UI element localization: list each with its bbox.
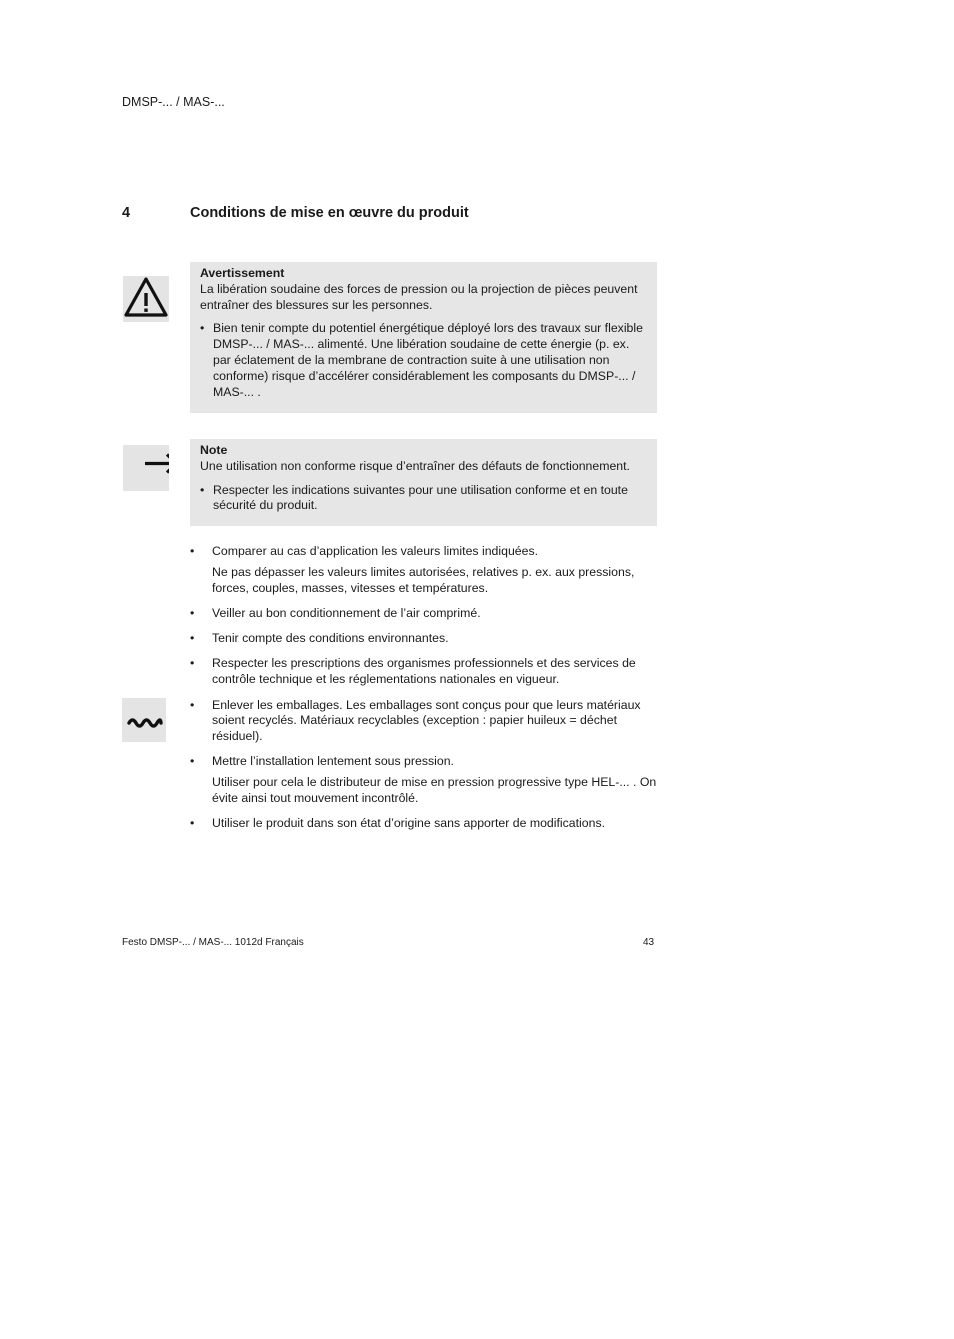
- note-bullet-item: • Respecter les indications suivantes pour une utilisation conforme et en toute sécurité du produit.: [200, 483, 649, 515]
- warning-icon-box: [123, 276, 169, 322]
- warning-triangle-icon: [123, 276, 169, 322]
- list-item: [190, 698, 660, 745]
- arrow-right-icon: [123, 445, 169, 491]
- warning-bullet-item: • Bien tenir compte du potentiel énergétique déployé lors des travaux sur flexible DMSP-... / MAS-... alimenté. Une libération soudaine de cette énergie (p. ex. par éclatement de la membrane de contraction suite à une utilisation non conforme) risque d’accélérer considérablement les composants du DMSP-... / MAS-... .: [200, 321, 649, 400]
- list-item-text: Enlever les emballages. Les emballages sont conçus pour que leurs matériaux soient recyclés. Matériaux recyclables (exception : papier huileux = déchet résiduel).: [212, 697, 641, 744]
- list-item: [190, 656, 660, 688]
- warning-bullets: [200, 321, 649, 400]
- list-item-text: Mettre l’installation lentement sous pression.: [212, 754, 454, 769]
- footer-doc-info: Festo DMSP-... / MAS-... 1012d Français: [122, 937, 304, 948]
- note-callout: [190, 439, 657, 526]
- section-number: 4: [122, 205, 131, 221]
- list-item-text: Tenir compte des conditions environnantes.: [212, 631, 449, 646]
- list-item-subtext: Utiliser pour cela le distributeur de mise en pression progressive type HEL-... . On évite ainsi tout mouvement incontrôlé.: [212, 775, 657, 806]
- warning-callout: [190, 262, 657, 413]
- list-item-text: Utiliser le produit dans son état d’origine sans apporter de modifications.: [212, 816, 606, 831]
- list-item: [190, 816, 660, 832]
- environment-wave-icon: [122, 698, 166, 742]
- note-text: Une utilisation non conforme risque d’entraîner des défauts de fonctionnement.: [200, 458, 630, 473]
- note-icon-box: [123, 445, 169, 491]
- bullet: •: [190, 605, 195, 620]
- bullet: •: [190, 754, 195, 769]
- bullet: •: [190, 631, 195, 646]
- list-item-text: Comparer au cas d’application les valeurs limites indiquées.: [212, 544, 539, 558]
- warning-text: La libération soudaine des forces de pression ou la projection de pièces peuvent entraîner des blessures sur les personnes.: [200, 281, 638, 312]
- list-item: [190, 631, 660, 647]
- list-item-subtext: Ne pas dépasser les valeurs limites autorisées, relatives p. ex. aux pressions, forces, couples, masses, vitesses et températures.: [212, 564, 635, 595]
- bullet: •: [190, 816, 195, 831]
- list-item: [190, 606, 660, 622]
- section-title: Conditions de mise en œuvre du produit: [190, 205, 469, 221]
- list-item: [190, 544, 660, 596]
- note-bullets: [200, 483, 649, 515]
- header-doc-id: DMSP-... / MAS-...: [122, 95, 225, 109]
- page-number: 43: [643, 937, 655, 948]
- note-title: Note: [200, 443, 228, 457]
- list-item-text: Veiller au bon conditionnement de l’air comprimé.: [212, 605, 481, 620]
- requirements-list: [190, 544, 660, 842]
- list-item: [190, 754, 660, 806]
- bullet: •: [190, 656, 195, 671]
- warning-title: Avertissement: [200, 266, 285, 280]
- bullet: •: [190, 544, 195, 558]
- environment-icon-box: [122, 698, 166, 742]
- list-item-text: Respecter les prescriptions des organismes professionnels et des services de contrôle technique et les réglementations nationales en vigueur.: [212, 656, 636, 687]
- bullet: •: [190, 697, 195, 712]
